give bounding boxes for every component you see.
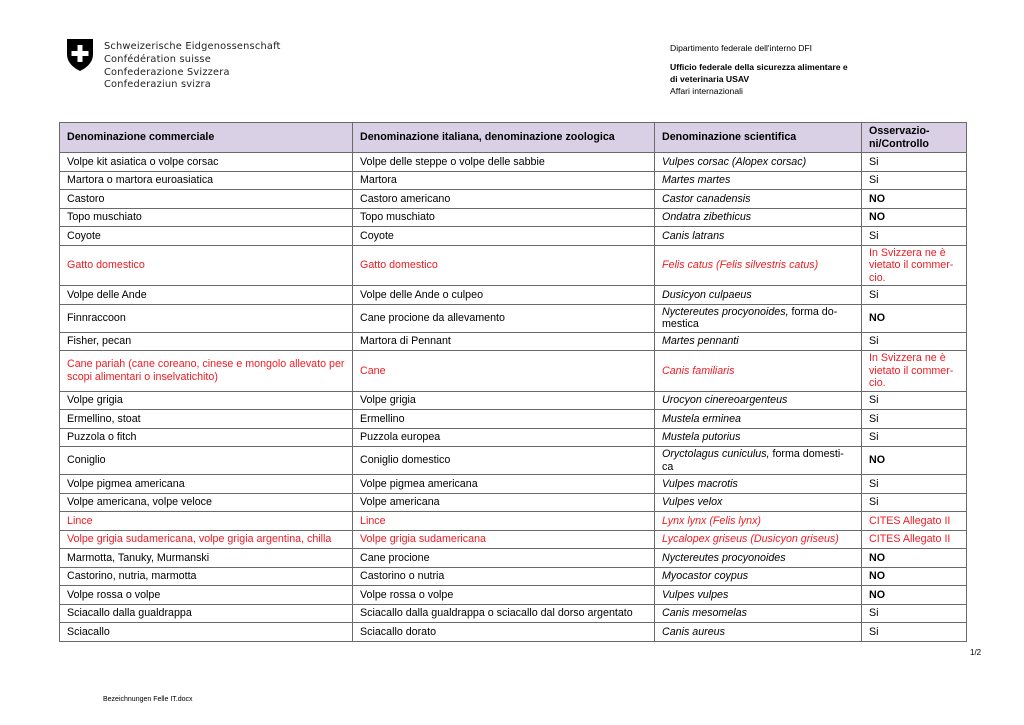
table-row [60,153,967,172]
table-row [60,286,967,305]
table-row [60,304,967,332]
cell-observation: NO [862,567,967,586]
table-row [60,447,967,475]
scientific-name-text: Felis catus (Felis silvestris catus) [662,259,819,271]
department-block [670,42,848,97]
cell-commercial-name: Cane pariah (cane coreano, cinese e mongolo allevato per scopi alimentari o inselvatichito) [60,351,353,392]
scientific-name-text: Canis mesomelas [662,607,747,619]
scientific-name-note: forma do-mestica [662,305,838,330]
cell-commercial-name: Volpe americana, volpe veloce [60,493,353,512]
cell-observation: Si [862,391,967,410]
cell-observation: Si [862,604,967,623]
cell-observation: Si [862,623,967,642]
cell-commercial-name: Marmotta, Tanuky, Murmanski [60,549,353,568]
table-row [60,332,967,351]
cell-italian-name: Castoro americano [353,190,655,209]
table-row [60,428,967,447]
cell-commercial-name: Coyote [60,227,353,246]
scientific-name-text: Lycalopex griseus (Dusicyon griseus) [662,533,839,545]
page-number: 1/2 [970,648,982,657]
cell-commercial-name: Volpe kit asiatica o volpe corsac [60,153,353,172]
cell-scientific-name [655,410,862,429]
scientific-name-text: Urocyon cinereoargenteus [662,394,788,406]
cell-commercial-name: Martora o martora euroasiatica [60,171,353,190]
cell-italian-name: Sciacallo dorato [353,623,655,642]
col-header-commercial-name: Denominazione commerciale [60,123,353,153]
cell-italian-name: Volpe rossa o volpe [353,586,655,605]
cell-commercial-name: Volpe grigia [60,391,353,410]
logo-line-de: Schweizerische Eidgenossenschaft [104,41,281,52]
cell-scientific-name [655,623,862,642]
table-row [60,475,967,494]
scientific-name-text: Vulpes velox [662,496,723,508]
col-header-italian-zoological-name: Denominazione italiana, denominazione zoologica [353,123,655,153]
table-row [60,245,967,286]
cell-observation: NO [862,549,967,568]
cell-scientific-name [655,493,862,512]
scientific-name-text: Oryctolagus cuniculus, [662,448,770,460]
cell-scientific-name [655,549,862,568]
table-row [60,391,967,410]
scientific-name-text: Canis latrans [662,229,725,242]
table-row [60,227,967,246]
table-row [60,171,967,190]
cell-scientific-name [655,304,862,332]
cell-observation: Si [862,410,967,429]
cell-scientific-name [655,245,862,286]
footer-filename: Bezeichnungen Felle IT.docx [103,696,193,703]
cell-commercial-name: Castorino, nutria, marmotta [60,567,353,586]
cell-italian-name: Volpe americana [353,493,655,512]
cell-commercial-name: Castoro [60,190,353,209]
cell-scientific-name [655,332,862,351]
cell-commercial-name: Puzzola o fitch [60,428,353,447]
cell-commercial-name: Finnraccoon [60,304,353,332]
cell-commercial-name: Volpe delle Ande [60,286,353,305]
table-row [60,604,967,623]
cell-scientific-name [655,190,862,209]
cell-observation: NO [862,304,967,332]
cell-scientific-name [655,604,862,623]
scientific-name-text: Mustela putorius [662,431,741,443]
table-row [60,351,967,392]
scientific-name-text: Mustela erminea [662,412,742,425]
cell-observation: NO [862,190,967,209]
office-name-line1: Ufficio federale della sicurezza alimentare e [670,62,848,72]
cell-scientific-name [655,171,862,190]
cell-italian-name: Topo muschiato [353,208,655,227]
scientific-name-text: Vulpes macrotis [662,477,738,490]
cell-observation: Si [862,493,967,512]
cell-italian-name: Cane [353,351,655,392]
office-name-line2: di veterinaria USAV [670,74,750,84]
cell-observation: Si [862,171,967,190]
cell-italian-name: Coniglio domestico [353,447,655,475]
table-row [60,410,967,429]
cell-scientific-name [655,286,862,305]
cell-scientific-name [655,567,862,586]
cell-scientific-name [655,512,862,531]
swiss-federal-logo [66,38,281,92]
cell-italian-name: Lince [353,512,655,531]
scientific-name-text: Martes pennanti [662,335,739,347]
logo-line-it: Confederazione Svizzera [104,66,230,78]
col-header-observations: Osservazio-ni/Controllo [862,123,967,153]
scientific-name-text: Canis familiaris [662,364,735,377]
scientific-name-text: Vulpes vulpes [662,588,729,601]
cell-italian-name: Volpe delle steppe o volpe delle sabbie [353,153,655,172]
table-row [60,512,967,531]
cell-observation: NO [862,208,967,227]
cell-commercial-name: Volpe rossa o volpe [60,586,353,605]
cell-observation: CITES Allegato II [862,530,967,549]
scientific-name-text: Myocastor coypus [662,570,749,582]
scientific-name-text: Martes martes [662,174,731,186]
cell-italian-name: Coyote [353,227,655,246]
table-header-row [60,123,967,153]
cell-observation: Si [862,286,967,305]
table-row [60,586,967,605]
table-row [60,208,967,227]
cell-commercial-name: Topo muschiato [60,208,353,227]
cell-scientific-name [655,208,862,227]
scientific-name-text: Nyctereutes procyonoides [662,551,786,564]
table-row [60,190,967,209]
cell-italian-name: Martora di Pennant [353,332,655,351]
scientific-name-text: Castor canadensis [662,192,751,205]
table-row [60,530,967,549]
scientific-name-note: forma domesti-ca [662,448,844,473]
table-row [60,567,967,586]
table-row [60,623,967,642]
cell-italian-name: Castorino o nutria [353,567,655,586]
cell-scientific-name [655,447,862,475]
cell-italian-name: Ermellino [353,410,655,429]
cell-commercial-name: Ermellino, stoat [60,410,353,429]
cell-italian-name: Cane procione da allevamento [353,304,655,332]
cell-italian-name: Cane procione [353,549,655,568]
scientific-name-text: Vulpes corsac (Alopex corsac) [662,155,807,168]
cell-observation: Si [862,475,967,494]
col-header-scientific-name: Denominazione scientifica [655,123,862,153]
scientific-name-text: Ondatra zibethicus [662,211,752,223]
cell-italian-name: Volpe pigmea americana [353,475,655,494]
cell-observation: NO [862,447,967,475]
cell-observation: NO [862,586,967,605]
scientific-name-text: Dusicyon culpaeus [662,288,752,301]
cell-italian-name: Gatto domestico [353,245,655,286]
logo-line-rm: Confederaziun svizra [104,79,211,91]
cell-scientific-name [655,227,862,246]
cell-italian-name: Puzzola europea [353,428,655,447]
cell-observation: Si [862,332,967,351]
cell-scientific-name [655,391,862,410]
cell-scientific-name [655,475,862,494]
cell-italian-name: Volpe grigia sudamericana [353,530,655,549]
cell-commercial-name: Gatto domestico [60,245,353,286]
cell-observation: In Svizzera ne è vietato il commer-cio. [862,351,967,392]
logo-line-fr: Confédération suisse [104,53,211,65]
cell-commercial-name: Volpe grigia sudamericana, volpe grigia argentina, chilla [60,530,353,549]
cell-commercial-name: Sciacallo [60,623,353,642]
cell-italian-name: Volpe grigia [353,391,655,410]
cell-commercial-name: Coniglio [60,447,353,475]
cell-italian-name: Volpe delle Ande o culpeo [353,286,655,305]
confederation-names [104,41,281,92]
division-name: Affari internazionali [670,86,743,96]
table-row [60,493,967,512]
cell-scientific-name [655,428,862,447]
cell-observation: CITES Allegato II [862,512,967,531]
department-name: Dipartimento federale dell'interno DFI [670,43,813,53]
cell-commercial-name: Volpe pigmea americana [60,475,353,494]
cell-observation: In Svizzera ne è vietato il commer-cio. [862,245,967,286]
fur-names-table [59,122,967,642]
cell-observation: Si [862,227,967,246]
cell-scientific-name [655,530,862,549]
scientific-name-text: Nyctereutes procyonoides, [662,305,789,318]
cell-observation: Si [862,153,967,172]
cell-scientific-name [655,153,862,172]
cell-observation: Si [862,428,967,447]
cell-commercial-name: Lince [60,512,353,531]
cell-italian-name: Martora [353,171,655,190]
swiss-coat-of-arms-icon [66,38,94,72]
cell-commercial-name: Fisher, pecan [60,332,353,351]
cell-italian-name: Sciacallo dalla gualdrappa o sciacallo dal dorso argentato [353,604,655,623]
cell-scientific-name [655,351,862,392]
cell-commercial-name: Sciacallo dalla gualdrappa [60,604,353,623]
scientific-name-text: Canis aureus [662,625,725,638]
table-row [60,549,967,568]
cell-scientific-name [655,586,862,605]
scientific-name-text: Lynx lynx (Felis lynx) [662,514,761,527]
